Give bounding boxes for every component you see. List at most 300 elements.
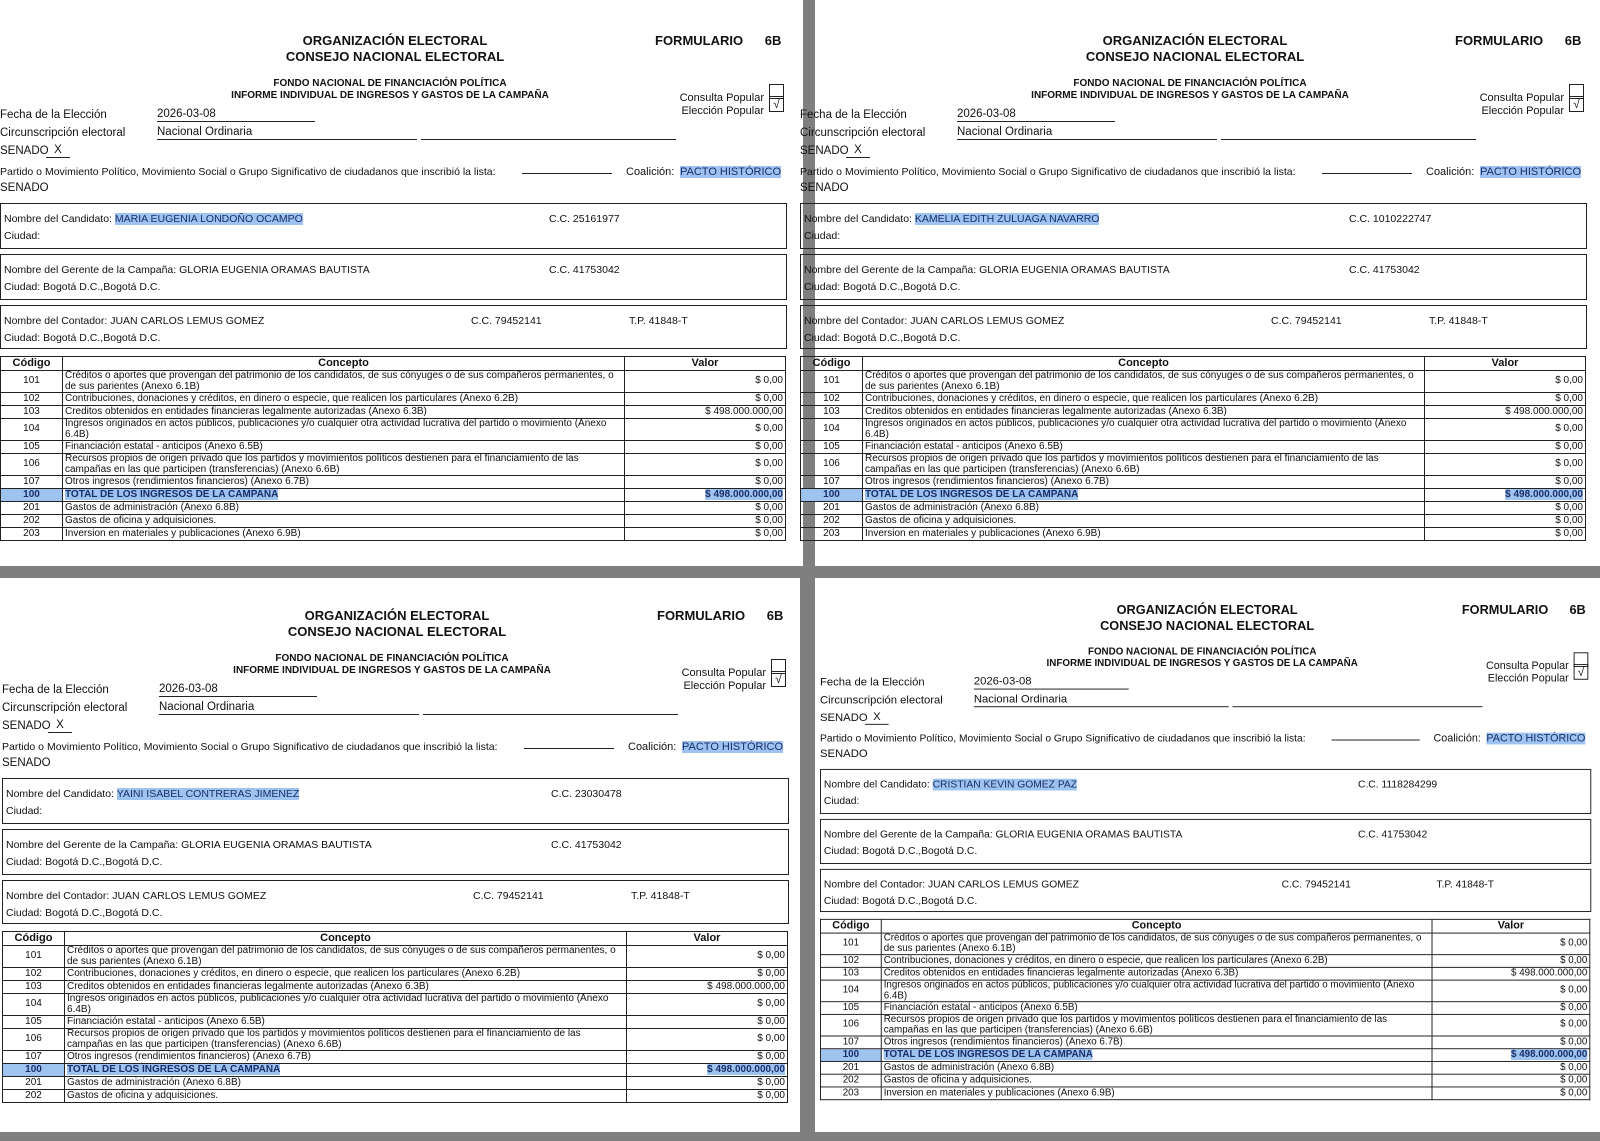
senado-line: SENADO <box>800 182 849 194</box>
circumscription-extra-line <box>423 700 678 715</box>
circumscription-label: Circunscripción electoral <box>800 127 926 139</box>
row-code: 201 <box>3 1077 65 1090</box>
election-date-label: Fecha de la Elección <box>2 684 109 696</box>
senado-mark: X <box>846 143 870 158</box>
accountant-box <box>2 880 789 924</box>
manager-city: Ciudad: Bogotá D.C.,Bogotá D.C. <box>804 281 961 293</box>
row-concept-text: Otros ingresos (rendimientos financieros) (Anexo 6.7B) <box>65 475 309 487</box>
election-date-value: 2026-03-08 <box>159 682 317 697</box>
ledger-row-101 <box>3 946 788 968</box>
row-value-text: $ 498.000.000,00 <box>1505 488 1583 500</box>
row-value <box>1432 1087 1590 1100</box>
row-value-text: $ 0,00 <box>755 527 783 539</box>
org-name: ORGANIZACIÓN ELECTORAL <box>302 33 488 48</box>
row-code: 101 <box>820 933 881 955</box>
manager-cc: C.C. 41753042 <box>1349 264 1420 276</box>
manager-name: Nombre del Gerente de la Campaña: GLORIA EUGENIA ORAMAS BAUTISTA <box>804 264 1170 276</box>
row-concept-text: Gastos de oficina y adquisiciones. <box>65 514 217 526</box>
accountant-box <box>800 305 1587 349</box>
eleccion-popular-label: Elección Popular <box>1487 672 1569 685</box>
row-value-text: $ 0,00 <box>755 458 783 470</box>
report-subtitle <box>112 653 672 677</box>
ledger-row-102 <box>1 393 786 406</box>
row-value-text: $ 0,00 <box>755 514 783 526</box>
senado-line: SENADO <box>0 182 49 194</box>
row-concept-text: Ingresos originados en actos públicos, publicaciones y/o cualquier otra actividad lucrativa del partido o movimiento (Anexo 6.4B) <box>67 993 609 1015</box>
senado-label: SENADO <box>2 720 51 732</box>
circumscription-value: Nacional Ordinaria <box>157 125 417 140</box>
row-concept-text: Créditos o aportes que provengan del patrimonio de los candidatos, de sus cónyuges o de sus compañeros permanentes, o de sus parientes (Anexo 6.1B) <box>67 945 616 967</box>
row-value-text: $ 498.000.000,00 <box>705 405 783 417</box>
row-value-text: $ 0,00 <box>1560 954 1588 966</box>
row-value-text: $ 498.000.000,00 <box>707 980 785 992</box>
row-concept-text: Otros ingresos (rendimientos financieros) (Anexo 6.7B) <box>67 1050 311 1062</box>
row-concept <box>863 441 1425 454</box>
row-concept <box>65 994 627 1016</box>
form-panel-4 <box>815 578 1600 1132</box>
concepto-header: Concepto <box>63 357 625 371</box>
coalition-label: Coalición: <box>1433 732 1481 745</box>
form-label <box>1462 602 1586 617</box>
row-concept-text: Recursos propios de origen privado que los partidos y movimientos políticos destienen para el financiamiento de las campañas en las que participen (transferencias) (Anexo 6.6B) <box>883 1013 1388 1036</box>
coalition-value: PACTO HISTÓRICO <box>682 741 784 753</box>
row-concept-text: Ingresos originados en actos públicos, publicaciones y/o cualquier otra actividad lucrativa del partido o movimiento (Anexo 6.4B) <box>865 418 1407 440</box>
consulta-popular-label: Consulta Popular <box>1479 92 1564 104</box>
election-date-label: Fecha de la Elección <box>820 676 925 689</box>
coalition-value: PACTO HISTÓRICO <box>1486 732 1586 745</box>
ledger-row-202 <box>801 515 1586 528</box>
election-date-value: 2026-03-08 <box>157 107 315 122</box>
report-subtitle <box>928 646 1477 670</box>
row-concept-text: Financiación estatal - anticipos (Anexo 6.5B) <box>65 440 263 452</box>
fund-name: FONDO NACIONAL DE FINANCIACIÓN POLÍTICA <box>1073 78 1307 89</box>
row-concept <box>63 393 625 406</box>
row-code: 100 <box>820 1049 881 1062</box>
codigo-header: Código <box>801 357 863 371</box>
row-value <box>1425 406 1586 419</box>
ledger-row-103 <box>801 406 1586 419</box>
row-value <box>627 1077 788 1090</box>
eleccion-checkbox[interactable]: √ <box>771 671 786 687</box>
row-concept <box>881 1074 1432 1087</box>
row-value-text: $ 0,00 <box>1555 458 1583 470</box>
ledger-row-102 <box>820 955 1589 968</box>
concepto-header: Concepto <box>863 357 1425 371</box>
row-concept-text: Gastos de oficina y adquisiciones. <box>865 514 1017 526</box>
candidate-label: Nombre del Candidato: <box>804 213 912 225</box>
ledger-row-105 <box>3 1016 788 1029</box>
ledger-row-203 <box>820 1087 1589 1100</box>
row-value-text: $ 498.000.000,00 <box>1511 967 1588 979</box>
row-value <box>1432 1014 1590 1036</box>
fund-name: FONDO NACIONAL DE FINANCIACIÓN POLÍTICA <box>275 653 509 664</box>
row-concept-text: Gastos de oficina y adquisiciones. <box>67 1089 219 1101</box>
codigo-header: Código <box>1 357 63 371</box>
accountant-box <box>820 869 1591 912</box>
row-value <box>1425 441 1586 454</box>
council-name: CONSEJO NACIONAL ELECTORAL <box>285 49 505 64</box>
row-concept <box>881 1014 1432 1036</box>
accountant-city: Ciudad: Bogotá D.C.,Bogotá D.C. <box>804 332 961 344</box>
row-concept <box>881 980 1432 1002</box>
row-concept <box>863 406 1425 419</box>
row-concept-text: Gastos de administración (Anexo 6.8B) <box>65 501 239 513</box>
row-value <box>1432 1036 1590 1049</box>
accountant-city: Ciudad: Bogotá D.C.,Bogotá D.C. <box>4 332 161 344</box>
candidate-label: Nombre del Candidato: <box>823 778 930 791</box>
form-label <box>1455 33 1581 48</box>
row-concept <box>65 1090 627 1103</box>
row-value-text: $ 0,00 <box>1560 937 1588 949</box>
valor-header: Valor <box>625 357 786 371</box>
ledger-row-104 <box>3 994 788 1016</box>
concepto-header: Concepto <box>881 919 1432 933</box>
manager-city: Ciudad: Bogotá D.C.,Bogotá D.C. <box>4 281 161 293</box>
row-concept <box>881 1061 1432 1074</box>
ledger-row-100 <box>820 1049 1589 1062</box>
row-value-text: $ 0,00 <box>755 423 783 435</box>
row-concept <box>863 476 1425 489</box>
election-date-value: 2026-03-08 <box>974 675 1129 690</box>
row-value-text: $ 0,00 <box>1560 1061 1588 1073</box>
row-code: 201 <box>820 1061 881 1074</box>
ledger-row-201 <box>820 1061 1589 1074</box>
senado-mark: X <box>46 143 70 158</box>
row-concept-text: Creditos obtenidos en entidades financieras legalmente autorizadas (Anexo 6.3B) <box>65 405 427 417</box>
row-value-text: $ 0,00 <box>1555 375 1583 387</box>
row-value-text: $ 0,00 <box>757 1050 785 1062</box>
candidate-city: Ciudad: <box>823 795 860 808</box>
eleccion-checkbox[interactable]: √ <box>1574 664 1589 680</box>
ledger-row-103 <box>3 981 788 994</box>
accountant-city: Ciudad: Bogotá D.C.,Bogotá D.C. <box>823 895 978 908</box>
org-title <box>247 608 547 640</box>
row-value-text: $ 498.000.000,00 <box>705 488 783 500</box>
row-value <box>625 489 786 502</box>
candidate-cc: C.C. 23030478 <box>551 788 622 800</box>
row-value-text: $ 0,00 <box>1555 423 1583 435</box>
party-label: Partido o Movimiento Político, Movimiento Social o Grupo Significativo de ciudadanos que inscribió la lista: <box>2 741 498 753</box>
row-value <box>1425 371 1586 393</box>
ledger-row-103 <box>1 406 786 419</box>
manager-cc: C.C. 41753042 <box>1358 828 1428 841</box>
row-concept <box>63 528 625 541</box>
row-value-text: $ 0,00 <box>1560 1074 1588 1086</box>
senado-line: SENADO <box>820 748 868 761</box>
row-concept-text: Recursos propios de origen privado que los partidos y movimientos políticos destienen para el financiamiento de las campañas en las que participen (transferencias) (Anexo 6.6B) <box>67 1028 581 1050</box>
ledger-row-106 <box>1 454 786 476</box>
row-code: 106 <box>820 1014 881 1036</box>
ledger-row-101 <box>1 371 786 393</box>
org-title <box>1045 33 1345 65</box>
ledger-row-102 <box>3 968 788 981</box>
valor-header: Valor <box>1425 357 1586 371</box>
eleccion-popular-label: Elección Popular <box>683 680 766 692</box>
fund-name: FONDO NACIONAL DE FINANCIACIÓN POLÍTICA <box>1087 646 1317 658</box>
coalition-label: Coalición: <box>626 166 675 178</box>
row-value <box>627 1029 788 1051</box>
row-code: 100 <box>3 1064 65 1077</box>
party-line <box>1322 173 1412 174</box>
codigo-header: Código <box>3 932 65 946</box>
row-concept <box>63 454 625 476</box>
eleccion-checkbox[interactable]: √ <box>769 96 784 112</box>
row-code: 202 <box>3 1090 65 1103</box>
circumscription-label: Circunscripción electoral <box>2 702 128 714</box>
circumscription-value: Nacional Ordinaria <box>159 700 419 715</box>
ledger-table <box>2 931 788 1103</box>
row-value <box>625 454 786 476</box>
form-code: 6B <box>1569 602 1586 618</box>
council-name: CONSEJO NACIONAL ELECTORAL <box>287 624 507 639</box>
election-type <box>644 92 764 118</box>
row-concept-text: Créditos o aportes que provengan del patrimonio de los candidatos, de sus cónyuges o de sus compañeros permanentes, o de sus parientes (Anexo 6.1B) <box>883 932 1422 954</box>
ledger-row-104 <box>1 419 786 441</box>
manager-city: Ciudad: Bogotá D.C.,Bogotá D.C. <box>6 856 163 868</box>
candidate-name: YAINI ISABEL CONTRERAS JIMENEZ <box>116 788 300 800</box>
row-code: 103 <box>3 981 65 994</box>
row-concept-text: Creditos obtenidos en entidades financieras legalmente autorizadas (Anexo 6.3B) <box>67 980 429 992</box>
row-concept <box>65 1051 627 1064</box>
row-concept-text: Gastos de oficina y adquisiciones. <box>883 1074 1032 1086</box>
row-value <box>625 419 786 441</box>
ledger-row-104 <box>820 980 1589 1002</box>
manager-name: Nombre del Gerente de la Campaña: GLORIA EUGENIA ORAMAS BAUTISTA <box>6 839 372 851</box>
row-value-text: $ 0,00 <box>755 475 783 487</box>
row-concept-text: TOTAL DE LOS INGRESOS DE LA CAMPAÑA <box>865 488 1079 500</box>
accountant-cc: C.C. 79452141 <box>471 315 542 327</box>
form-page <box>0 0 785 566</box>
circumscription-value: Nacional Ordinaria <box>974 693 1229 708</box>
form-code: 6B <box>764 33 782 48</box>
accountant-cc: C.C. 79452141 <box>1271 315 1342 327</box>
row-concept-text: Créditos o aportes que provengan del patrimonio de los candidatos, de sus cónyuges o de sus compañeros permanentes, o de sus parientes (Anexo 6.1B) <box>865 370 1414 392</box>
org-title <box>1060 602 1354 633</box>
row-value <box>627 946 788 968</box>
ledger-row-101 <box>801 371 1586 393</box>
ledger-row-201 <box>1 502 786 515</box>
row-value-text: $ 498.000.000,00 <box>707 1063 785 1075</box>
row-value <box>1425 489 1586 502</box>
ledger-row-105 <box>1 441 786 454</box>
candidate-cc: C.C. 25161977 <box>549 213 620 225</box>
candidate-name: KAMELIA EDITH ZULUAGA NAVARRO <box>914 213 1100 225</box>
row-concept-text: Recursos propios de origen privado que los partidos y movimientos políticos destienen para el financiamiento de las campañas en las que participen (transferencias) (Anexo 6.6B) <box>865 453 1379 475</box>
row-code: 203 <box>1 528 63 541</box>
row-concept <box>881 955 1432 968</box>
row-concept-text: Gastos de administración (Anexo 6.8B) <box>883 1061 1055 1073</box>
row-concept-text: Otros ingresos (rendimientos financieros) (Anexo 6.7B) <box>883 1036 1123 1048</box>
form-panel-1 <box>0 0 803 566</box>
ledger-row-203 <box>801 528 1586 541</box>
row-concept <box>881 1002 1432 1015</box>
council-name: CONSEJO NACIONAL ELECTORAL <box>1085 49 1305 64</box>
row-concept <box>63 515 625 528</box>
accountant-name: Nombre del Contador: JUAN CARLOS LEMUS GOMEZ <box>823 878 1079 891</box>
row-value-text: $ 0,00 <box>1555 527 1583 539</box>
accountant-name: Nombre del Contador: JUAN CARLOS LEMUS GOMEZ <box>4 315 265 327</box>
party-line <box>522 173 612 174</box>
row-value <box>1425 476 1586 489</box>
row-concept <box>863 371 1425 393</box>
row-value-text: $ 0,00 <box>1555 514 1583 526</box>
senado-mark: X <box>48 718 72 733</box>
row-value-text: $ 498.000.000,00 <box>1511 1048 1588 1060</box>
row-code: 101 <box>801 371 863 393</box>
row-value-text: $ 498.000.000,00 <box>1505 405 1583 417</box>
party-label: Partido o Movimiento Político, Movimiento Social o Grupo Significativo de ciudadanos que inscribió la lista: <box>820 732 1306 745</box>
row-value <box>1432 955 1590 968</box>
row-concept <box>863 454 1425 476</box>
accountant-tp: T.P. 41848-T <box>1436 878 1495 891</box>
row-value <box>627 981 788 994</box>
row-concept <box>65 1016 627 1029</box>
party-line <box>524 748 614 749</box>
form-panel-2 <box>800 0 1600 566</box>
row-value-text: $ 0,00 <box>1560 1001 1588 1013</box>
row-code: 202 <box>801 515 863 528</box>
row-concept-text: Gastos de administración (Anexo 6.8B) <box>865 501 1039 513</box>
ledger-row-107 <box>801 476 1586 489</box>
candidate-box <box>820 769 1591 814</box>
row-value-text: $ 0,00 <box>1560 1036 1588 1048</box>
form-label <box>657 608 783 623</box>
accountant-tp: T.P. 41848-T <box>1429 315 1488 327</box>
row-value <box>627 1064 788 1077</box>
row-concept-text: Ingresos originados en actos públicos, publicaciones y/o cualquier otra actividad lucrativa del partido o movimiento (Anexo 6.4B) <box>65 418 607 440</box>
consulta-popular-label: Consulta Popular <box>681 667 766 679</box>
eleccion-checkbox[interactable]: √ <box>1569 96 1584 112</box>
row-concept <box>63 502 625 515</box>
row-concept-text: TOTAL DE LOS INGRESOS DE LA CAMPAÑA <box>67 1063 281 1075</box>
senado-label: SENADO <box>820 712 868 724</box>
form-label <box>655 33 781 48</box>
manager-box <box>2 829 789 875</box>
row-concept <box>63 441 625 454</box>
ledger-row-104 <box>801 419 1586 441</box>
row-code: 103 <box>820 967 881 980</box>
row-code: 202 <box>1 515 63 528</box>
ledger-row-102 <box>801 393 1586 406</box>
row-value <box>1425 515 1586 528</box>
row-value-text: $ 0,00 <box>757 1076 785 1088</box>
row-concept-text: TOTAL DE LOS INGRESOS DE LA CAMPAÑA <box>883 1048 1093 1060</box>
report-name: INFORME INDIVIDUAL DE INGRESOS Y GASTOS DE LA CAMPAÑA <box>1046 658 1358 669</box>
row-concept <box>881 1087 1432 1100</box>
council-name: CONSEJO NACIONAL ELECTORAL <box>1100 618 1315 633</box>
row-concept <box>63 406 625 419</box>
candidate-city: Ciudad: <box>6 805 43 817</box>
row-value <box>625 441 786 454</box>
candidate-name: MARIA EUGENIA LONDOÑO OCAMPO <box>114 213 303 225</box>
form-title: FORMULARIO <box>1455 33 1544 48</box>
candidate-city: Ciudad: <box>804 230 841 242</box>
row-concept-text: Contribuciones, donaciones y créditos, en dinero o especie, que realicen los particulares (Anexo 6.2B) <box>65 392 519 404</box>
row-concept <box>863 419 1425 441</box>
row-concept <box>863 528 1425 541</box>
party-label: Partido o Movimiento Político, Movimiento Social o Grupo Significativo de ciudadanos que inscribió la lista: <box>800 166 1296 178</box>
consulta-popular-label: Consulta Popular <box>679 92 764 104</box>
row-value-text: $ 0,00 <box>1555 440 1583 452</box>
row-value <box>627 1090 788 1103</box>
eleccion-popular-label: Elección Popular <box>1481 105 1564 117</box>
ledger-row-202 <box>3 1090 788 1103</box>
ledger-row-105 <box>801 441 1586 454</box>
candidate-label: Nombre del Candidato: <box>6 788 114 800</box>
form-code: 6B <box>766 608 784 623</box>
form-title: FORMULARIO <box>655 33 744 48</box>
row-concept <box>65 1077 627 1090</box>
accountant-cc: C.C. 79452141 <box>1281 878 1351 891</box>
row-concept-text: TOTAL DE LOS INGRESOS DE LA CAMPAÑA <box>65 488 279 500</box>
coalition-value: PACTO HISTÓRICO <box>1480 166 1582 178</box>
row-value <box>1425 528 1586 541</box>
row-code: 107 <box>1 476 63 489</box>
row-code: 102 <box>1 393 63 406</box>
senado-mark: X <box>865 710 889 725</box>
report-subtitle <box>910 78 1470 102</box>
row-value-text: $ 0,00 <box>757 1033 785 1045</box>
ledger-header-row <box>1 357 786 371</box>
row-value <box>625 502 786 515</box>
candidate-box <box>800 203 1587 249</box>
ledger-table <box>820 919 1590 1100</box>
party-label: Partido o Movimiento Político, Movimiento Social o Grupo Significativo de ciudadanos que inscribió la lista: <box>0 166 496 178</box>
candidate-city: Ciudad: <box>4 230 41 242</box>
row-code: 106 <box>801 454 863 476</box>
valor-header: Valor <box>1432 919 1590 933</box>
row-concept-text: Contribuciones, donaciones y créditos, en dinero o especie, que realicen los particulares (Anexo 6.2B) <box>883 954 1328 966</box>
coalition-value: PACTO HISTÓRICO <box>680 166 782 178</box>
row-code: 106 <box>3 1029 65 1051</box>
row-value <box>1432 967 1590 980</box>
row-concept-text: Contribuciones, donaciones y créditos, en dinero o especie, que realicen los particulares (Anexo 6.2B) <box>865 392 1319 404</box>
row-value <box>1432 1049 1590 1062</box>
ledger-row-106 <box>3 1029 788 1051</box>
row-code: 101 <box>1 371 63 393</box>
row-code: 103 <box>1 406 63 419</box>
manager-box <box>820 819 1591 864</box>
candidate-box <box>2 778 789 824</box>
election-type <box>646 667 766 693</box>
row-value-text: $ 0,00 <box>1560 1019 1588 1030</box>
row-concept <box>65 1064 627 1077</box>
form-page <box>820 570 1589 1125</box>
report-name: INFORME INDIVIDUAL DE INGRESOS Y GASTOS DE LA CAMPAÑA <box>231 90 549 101</box>
accountant-name: Nombre del Contador: JUAN CARLOS LEMUS GOMEZ <box>6 890 267 902</box>
ledger-row-106 <box>820 1014 1589 1036</box>
accountant-name: Nombre del Contador: JUAN CARLOS LEMUS GOMEZ <box>804 315 1065 327</box>
row-code: 100 <box>1 489 63 502</box>
manager-name: Nombre del Gerente de la Campaña: GLORIA EUGENIA ORAMAS BAUTISTA <box>823 828 1183 841</box>
coalition-label: Coalición: <box>1426 166 1475 178</box>
form-page <box>2 575 787 1141</box>
row-value-text: $ 0,00 <box>755 501 783 513</box>
row-code: 102 <box>801 393 863 406</box>
row-value <box>625 393 786 406</box>
row-code: 105 <box>820 1002 881 1015</box>
row-concept <box>863 393 1425 406</box>
manager-city: Ciudad: Bogotá D.C.,Bogotá D.C. <box>823 845 978 858</box>
candidate-cc: C.C. 1118284299 <box>1358 778 1438 791</box>
codigo-header: Código <box>820 919 881 933</box>
candidate-label: Nombre del Candidato: <box>4 213 112 225</box>
row-concept-text: Financiación estatal - anticipos (Anexo 6.5B) <box>883 1001 1078 1013</box>
circumscription-extra-line <box>421 125 676 140</box>
row-concept <box>63 419 625 441</box>
row-concept <box>63 476 625 489</box>
circumscription-label: Circunscripción electoral <box>0 127 126 139</box>
